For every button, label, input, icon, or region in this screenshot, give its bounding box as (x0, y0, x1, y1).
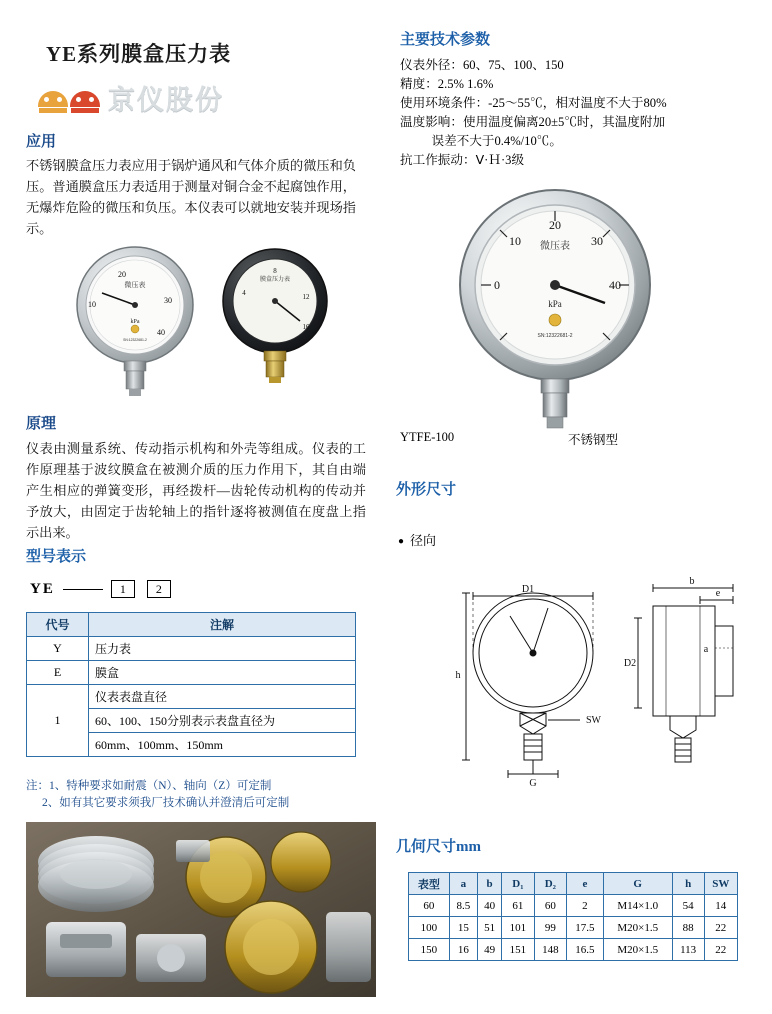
cell: 60 (534, 895, 566, 917)
cell: 61 (502, 895, 534, 917)
cell: 17.5 (567, 917, 604, 939)
model-box-1: 1 (111, 580, 135, 598)
principle-text: 仪表由测量系统、传动指示机构和外壳等组成。仪表的工作原理基于波纹膜盒在被测介质的压力作用下，其自由端产生相应的弹簧变形，再经拨杆—齿轮传动机构的传动并予放大，由固定于齿轮轴上的指针逐将被测值在度盘上指示出来。 (26, 441, 366, 540)
cell: 22 (704, 939, 737, 961)
svg-text:0: 0 (494, 278, 500, 292)
cell: 22 (704, 917, 737, 939)
model-heading: 型号表示 (26, 549, 87, 565)
application-heading: 应用 (26, 134, 57, 150)
svg-text:8: 8 (273, 267, 277, 275)
spec-line: 抗工作振动：Ⅴ·Ｈ·3级 (400, 153, 525, 167)
col-header-g: G (603, 873, 672, 895)
cell-desc-line: 仪表表盘直径 (89, 685, 356, 709)
col-header-sw: SW (704, 873, 737, 895)
note-line-2: 2、如有其它要求须我厂技术确认并澄清后可定制 (42, 797, 290, 809)
model-code-table (26, 612, 356, 757)
specs-heading: 主要技术参数 (400, 32, 491, 48)
model-code-row (30, 580, 183, 598)
cell-desc: 压力表 (89, 637, 356, 661)
svg-text:b: b (689, 576, 695, 587)
col-header-b: b (478, 873, 502, 895)
spec-line: 仪表外径：60、75、100、150 (400, 58, 564, 72)
col-header-desc: 注解 (89, 613, 356, 637)
model-dash (63, 589, 103, 590)
col-header-code: 代号 (27, 613, 89, 637)
cell: 100 (409, 917, 450, 939)
svg-text:4: 4 (242, 289, 246, 297)
cell: 151 (502, 939, 534, 961)
cell: 15 (449, 917, 477, 939)
col-header-e: e (567, 873, 604, 895)
dimension-drawing (448, 548, 758, 798)
radial-label: ● 径向 (398, 530, 436, 549)
svg-text:SN:12322681-2: SN:12322681-2 (123, 338, 147, 342)
svg-text:D1: D1 (521, 584, 535, 595)
logo-face-icon (38, 83, 68, 113)
svg-text:a: a (703, 644, 709, 655)
cell-code: 1 (27, 685, 89, 757)
cell-desc-line: 60、100、150分别表示表盘直径为 (89, 709, 356, 733)
svg-text:20: 20 (118, 270, 126, 279)
application-text: 不锈钢膜盒压力表应用于锅炉通风和气体介质的微压和负压。普通膜盒压力表适用于测量对铜合金不起腐蚀作用，无爆炸危险的微压和负压。本仪表可以就地安装并现场指示。 (26, 158, 356, 236)
col-header-d1: D₁ (502, 873, 534, 895)
svg-text:膜盒压力表: 膜盒压力表 (259, 277, 291, 283)
spec-line: 精度：2.5% 1.6% (400, 77, 494, 91)
cell: M20×1.5 (603, 917, 672, 939)
table-header-row (27, 613, 356, 637)
specs-text (400, 56, 760, 170)
svg-text:kPa: kPa (548, 299, 562, 309)
geometry-heading: 几何尺寸mm (396, 839, 481, 855)
svg-text:10: 10 (88, 300, 96, 309)
cell: 150 (409, 939, 450, 961)
cell: 148 (534, 939, 566, 961)
cell: 40 (478, 895, 502, 917)
table-header-row (409, 873, 738, 895)
svg-text:30: 30 (591, 234, 603, 248)
col-header-a: a (449, 873, 477, 895)
spec-line: 误差不大于0.4%/10℃。 (400, 134, 562, 148)
dimensions-heading: 外形尺寸 (396, 482, 457, 498)
cell-desc-line: 60mm、100mm、150mm (89, 733, 356, 757)
svg-text:h: h (455, 670, 461, 681)
spec-line: 使用环境条件：-25～55℃，相对温度不大于80% (400, 96, 667, 110)
gauge-model-caption: YTFE-100 (400, 430, 455, 444)
svg-text:SW: SW (586, 715, 601, 726)
cell: 60 (409, 895, 450, 917)
cell: 16 (449, 939, 477, 961)
table-row (409, 895, 738, 917)
col-header-h: h (672, 873, 704, 895)
cell-code: E (27, 661, 89, 685)
svg-text:12: 12 (302, 293, 310, 301)
spec-line: 温度影响：使用温度偏离20±5℃时，其温度附加 (400, 115, 666, 129)
cell: 14 (704, 895, 737, 917)
cell: 88 (672, 917, 704, 939)
table-row (27, 685, 356, 709)
principle-heading: 原理 (26, 416, 57, 432)
cell: 2 (567, 895, 604, 917)
col-header-type: 表型 (409, 873, 450, 895)
cell: 99 (534, 917, 566, 939)
svg-text:G: G (529, 778, 537, 789)
cell: 54 (672, 895, 704, 917)
svg-text:40: 40 (609, 278, 621, 292)
cell: 51 (478, 917, 502, 939)
svg-text:30: 30 (164, 296, 172, 305)
note-line-1: 注：1、特种要求如耐震（N）、轴向（Z）可定制 (26, 780, 272, 792)
gauge-photo-pair (60, 243, 350, 398)
svg-text:kPa: kPa (130, 319, 140, 325)
svg-text:40: 40 (157, 328, 165, 337)
model-prefix: YE (30, 580, 55, 597)
svg-text:16: 16 (302, 323, 310, 331)
logo-text: 京仪股份 (108, 85, 224, 115)
cell: 8.5 (449, 895, 477, 917)
table-row (27, 661, 356, 685)
svg-text:SN:12322681-2: SN:12322681-2 (537, 333, 573, 339)
page-title: YE系列膜盒压力表 (46, 42, 232, 66)
logo-face-icon (70, 83, 100, 113)
svg-text:D2: D2 (623, 658, 637, 669)
gauge-photo-main (455, 185, 655, 430)
svg-text:微压表: 微压表 (540, 241, 570, 252)
svg-text:微压表: 微压表 (124, 281, 146, 289)
table-row (409, 939, 738, 961)
cell-code: Y (27, 637, 89, 661)
gauge-material-caption: 不锈钢型 (568, 433, 619, 447)
col-header-d2: D₂ (534, 873, 566, 895)
svg-text:20: 20 (549, 218, 561, 232)
cell-desc: 膜盒 (89, 661, 356, 685)
geometry-table (408, 872, 738, 961)
table-row (27, 637, 356, 661)
svg-text:10: 10 (509, 234, 521, 248)
model-notes (26, 778, 376, 812)
company-logo (38, 78, 224, 117)
internals-photo (26, 822, 376, 997)
cell: 101 (502, 917, 534, 939)
cell: M14×1.0 (603, 895, 672, 917)
cell: 49 (478, 939, 502, 961)
cell: M20×1.5 (603, 939, 672, 961)
svg-text:e: e (715, 588, 721, 599)
cell: 16.5 (567, 939, 604, 961)
model-box-2: 2 (147, 580, 171, 598)
table-row (409, 917, 738, 939)
logo-mark-group (38, 83, 102, 113)
cell: 113 (672, 939, 704, 961)
